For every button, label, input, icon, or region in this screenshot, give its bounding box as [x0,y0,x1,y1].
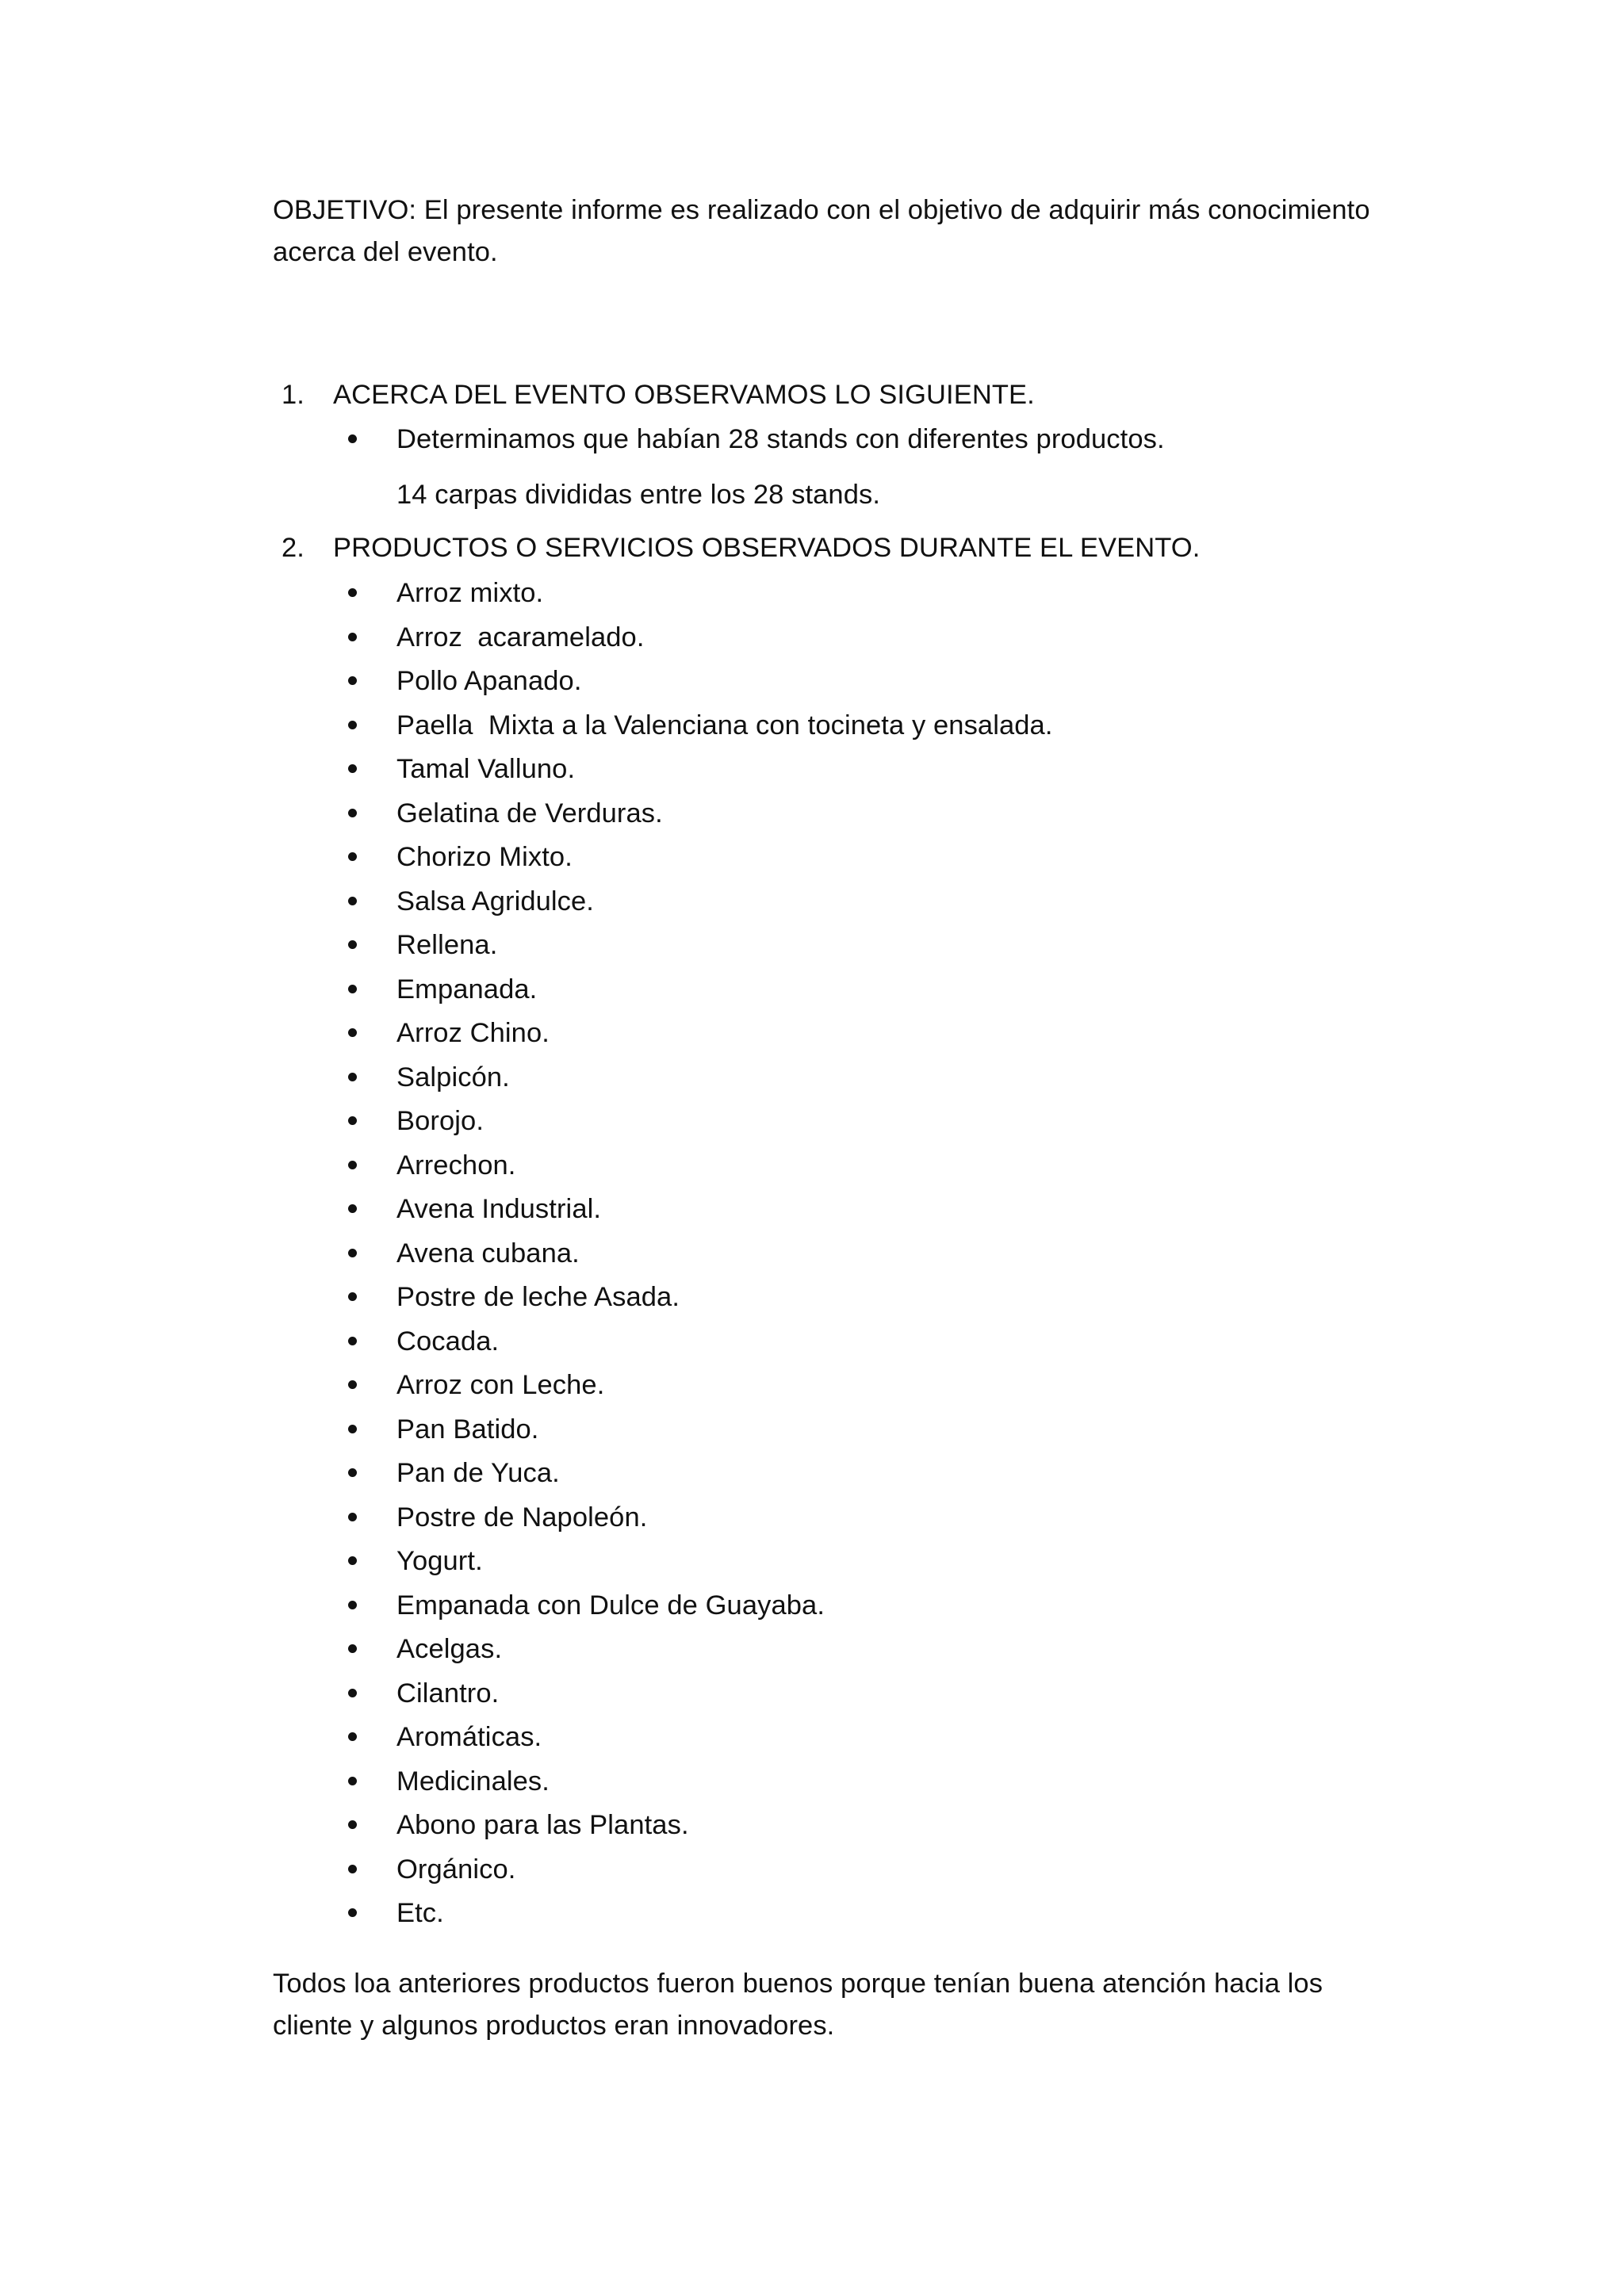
bullet-list [0,419,1348,463]
list-item [0,793,1348,837]
bullet-icon [348,897,357,905]
list-item [0,1233,1348,1277]
list-item [0,419,1348,463]
list-item [0,1628,1348,1673]
list-item-text: Etc. [396,1898,444,1928]
list-item-text: Rellena. [396,930,498,960]
list-item-text: Pan de Yuca. [396,1458,560,1488]
bullet-icon [348,1908,357,1917]
bullet-icon [348,1337,357,1345]
list-item-text: Arroz con Leche. [396,1370,605,1400]
bullet-icon [348,1292,357,1301]
objective-paragraph: OBJETIVO: El presente informe es realizado con el objetivo de adquirir más conocimiento acerca del evento. [273,195,1370,267]
list-item [0,1761,1348,1805]
list-item [0,1497,1348,1541]
list-item-text: Arrechon. [396,1150,516,1181]
list-item [0,1057,1348,1101]
bullet-icon [348,1689,357,1697]
list-item [0,1849,1348,1893]
bullet-icon [348,940,357,949]
list-item [0,617,1348,661]
bullet-icon [348,1820,357,1829]
bullet-icon [348,1073,357,1081]
bullet-icon [348,1116,357,1125]
bullet-icon [348,1865,357,1873]
list-item-text: Medicinales. [396,1766,550,1797]
bullet-icon [348,1732,357,1741]
list-item [0,1321,1348,1365]
bullet-icon [348,1468,357,1477]
bullet-icon [348,721,357,729]
list-item [0,881,1348,925]
bullet-icon [348,1380,357,1389]
list-item-text: Empanada. [396,974,538,1004]
list-item-text: Avena Industrial. [396,1194,602,1224]
list-item-text: Abono para las Plantas. [396,1810,689,1840]
list-item [0,705,1348,749]
list-item-text: Arroz acaramelado. [396,622,645,652]
list-item-text: Pan Batido. [396,1414,539,1445]
list-item-text: Arroz Chino. [396,1018,550,1048]
list-item [0,1188,1348,1233]
bullet-icon [348,1777,357,1785]
list-item-text: Postre de leche Asada. [396,1282,680,1312]
list-item [0,1452,1348,1497]
list-item [0,748,1348,793]
bullet-icon [348,676,357,685]
list-item [0,969,1348,1013]
list-item [0,1804,1348,1849]
bullet-icon [348,852,357,861]
list-item-text: Arroz mixto. [396,578,544,608]
bullet-icon [348,1556,357,1565]
bullet-icon [348,1425,357,1433]
bullet-icon [348,1204,357,1213]
bullet-icon [348,1028,357,1037]
list-item [0,1585,1348,1629]
list-item-text: Paella Mixta a la Valenciana con tocineta y ensalada. [396,710,1053,740]
list-item-text: Empanada con Dulce de Guayaba. [396,1590,825,1621]
list-item-text: Cocada. [396,1326,500,1357]
list-item-text: Avena cubana. [396,1238,580,1269]
list-item-text: Pollo Apanado. [396,666,582,696]
bullet-icon [348,633,357,641]
list-item-text: Orgánico. [396,1854,516,1885]
bullet-icon [348,764,357,773]
section-heading [282,374,1471,416]
list-item [0,1364,1348,1409]
bullet-icon [348,588,357,597]
section-title: PRODUCTOS O SERVICIOS OBSERVADOS DURANTE EL EVENTO. [333,533,1201,563]
section-heading [282,527,1471,569]
list-item-text: Acelgas. [396,1634,503,1664]
list-item-text: Gelatina de Verduras. [396,798,663,828]
list-item [0,924,1348,969]
list-item [0,1716,1348,1761]
list-item-text: Salsa Agridulce. [396,886,594,916]
list-item [0,572,1348,617]
list-item-text: Borojo. [396,1106,485,1136]
list-item [0,1012,1348,1057]
list-item-text: Cilantro. [396,1678,500,1709]
list-item-text: Chorizo Mixto. [396,842,573,872]
list-item [0,1145,1348,1189]
bullet-icon [348,1513,357,1521]
list-item [0,1276,1348,1321]
list-item [0,1673,1348,1717]
list-item [0,1540,1348,1585]
section-number: 2. [282,533,304,563]
list-item [0,1892,1348,1937]
list-item [0,1100,1348,1145]
section-number: 1. [282,380,304,410]
list-item [0,660,1348,705]
list-item [0,1409,1348,1453]
list-item [0,836,1348,881]
list-item-text: Determinamos que habían 28 stands con diferentes productos. [396,424,1165,454]
list-item-text: Postre de Napoleón. [396,1502,648,1533]
bullet-icon [348,434,357,443]
list-item-text: Tamal Valluno. [396,754,576,784]
list-continuation-text: 14 carpas divididas entre los 28 stands. [396,480,881,510]
bullet-icon [348,1161,357,1169]
list-item-text: Yogurt. [396,1546,483,1576]
bullet-icon [348,1644,357,1653]
bullet-icon [348,809,357,817]
list-item-text: Aromáticas. [396,1722,542,1752]
list-item-text: Salpicón. [396,1062,510,1093]
bullet-icon [348,1601,357,1609]
section-title: ACERCA DEL EVENTO OBSERVAMOS LO SIGUIENTE. [333,380,1035,410]
bullet-icon [348,1249,357,1257]
bullet-list [0,572,1348,1937]
bullet-icon [348,985,357,993]
conclusion-paragraph: Todos loa anteriores productos fueron buenos porque tenían buena atención hacia los cliente y algunos productos eran innovadores. [273,1969,1323,2041]
